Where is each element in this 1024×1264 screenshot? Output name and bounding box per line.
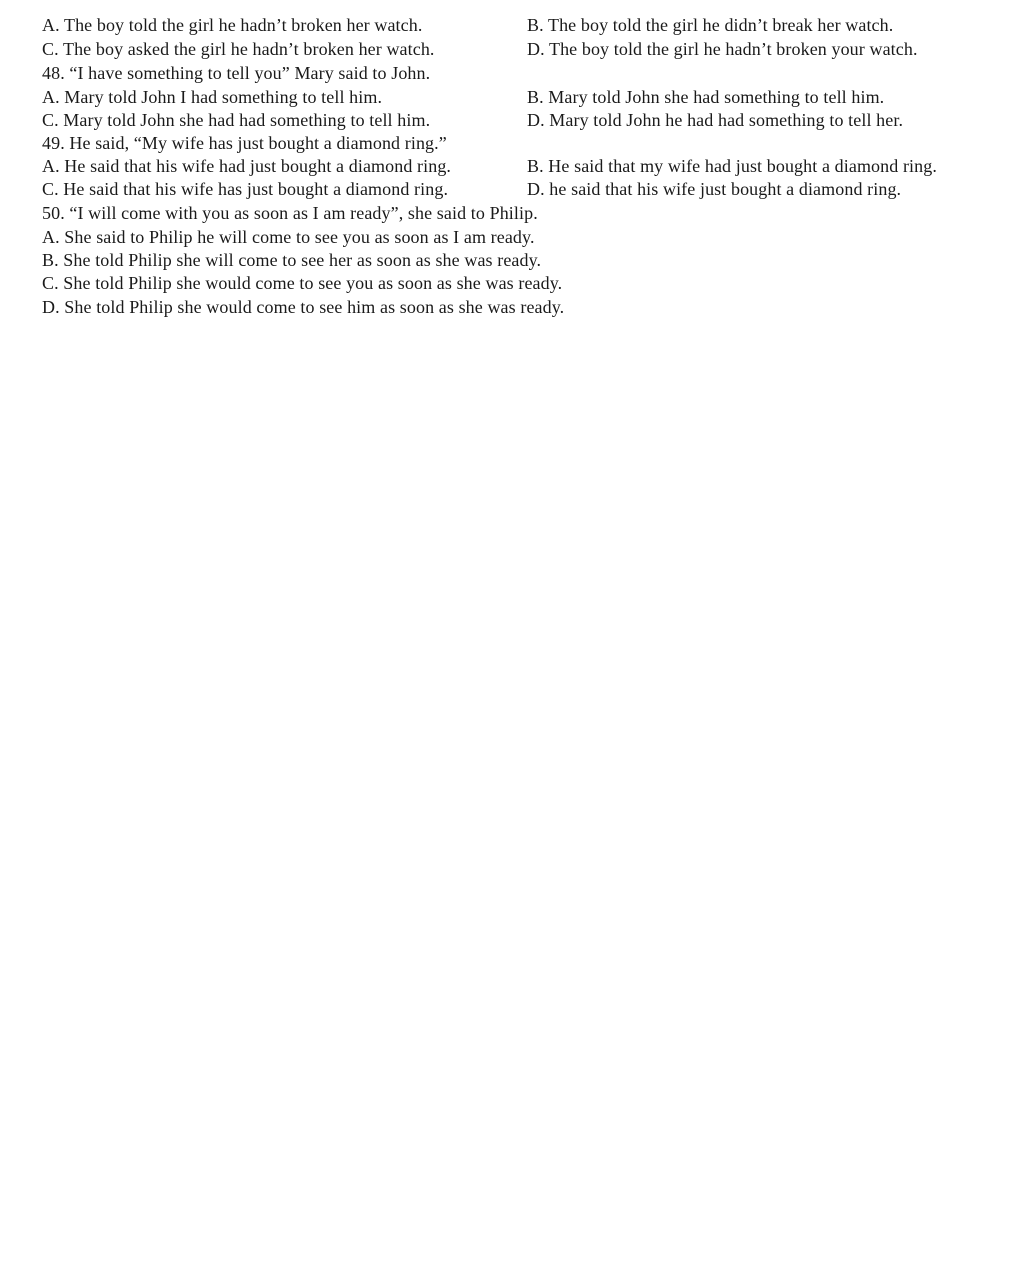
q49-option-a: A. He said that his wife had just bought a diamond ring. [42, 156, 452, 176]
q47-option-d: D. The boy told the girl he hadn’t broken your watch. [527, 39, 918, 59]
q48-option-c: C. Mary told John she had had something to tell him. [42, 110, 431, 130]
q47-option-b: B. The boy told the girl he didn’t break her watch. [527, 15, 894, 35]
q50-question: 50. “I will come with you as soon as I am ready”, she said to Philip. [42, 203, 538, 223]
q50-option-a: A. She said to Philip he will come to see you as soon as I am ready. [42, 227, 535, 247]
q50-option-d: D. She told Philip she would come to see him as soon as she was ready. [42, 297, 565, 317]
q50-option-b: B. She told Philip she will come to see her as soon as she was ready. [42, 250, 542, 270]
q47-option-a: A. The boy told the girl he hadn’t broken her watch. [42, 15, 423, 35]
q49-option-d: D. he said that his wife just bought a diamond ring. [527, 179, 902, 199]
q49-option-b: B. He said that my wife had just bought a diamond ring. [527, 156, 937, 176]
q50-option-c: C. She told Philip she would come to see you as soon as she was ready. [42, 273, 563, 293]
q48-option-d: D. Mary told John he had had something to tell her. [527, 110, 904, 130]
q48-option-a: A. Mary told John I had something to tell him. [42, 87, 383, 107]
q48-option-b: B. Mary told John she had something to tell him. [527, 87, 885, 107]
q49-question: 49. He said, “My wife has just bought a diamond ring.” [42, 133, 447, 153]
q49-option-c: C. He said that his wife has just bought a diamond ring. [42, 179, 449, 199]
q48-question: 48. “I have something to tell you” Mary said to John. [42, 63, 431, 83]
q47-option-c: C. The boy asked the girl he hadn’t broken her watch. [42, 39, 435, 59]
